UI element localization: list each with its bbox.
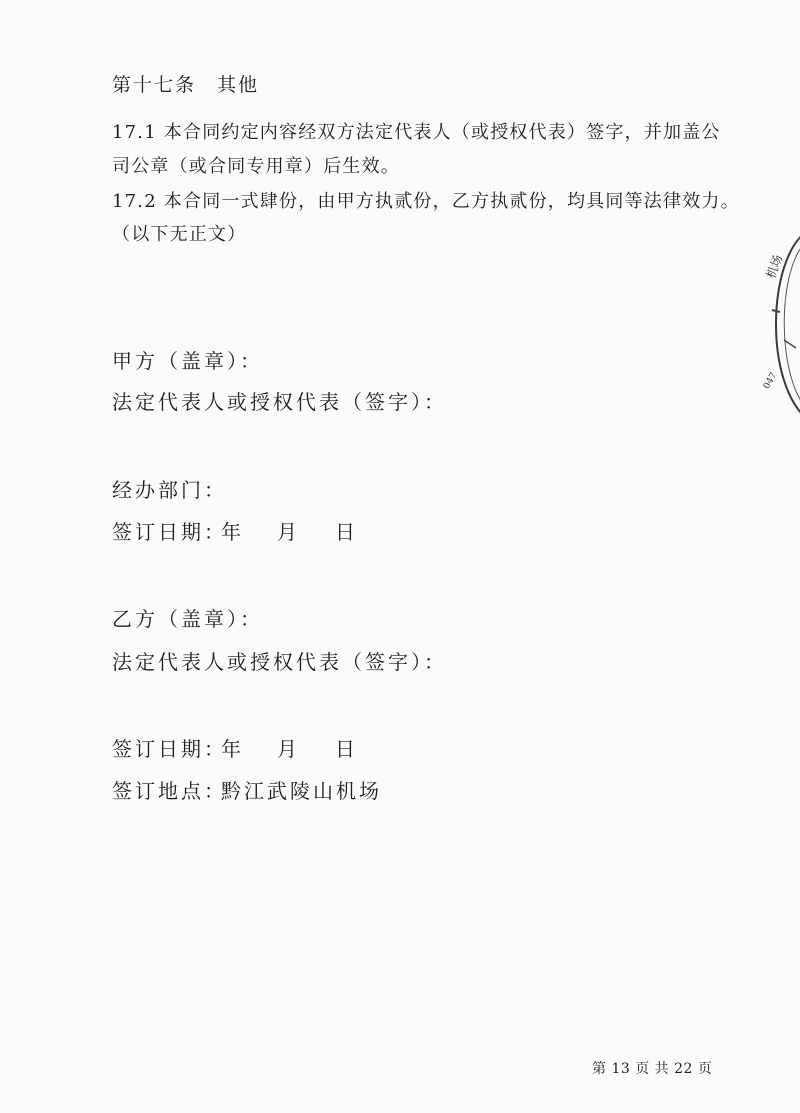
party-b-place-label: 签订地点： xyxy=(112,779,227,803)
party-a-date-year: 年 xyxy=(221,520,242,544)
seal-fragment-text-bottom: 047 xyxy=(761,371,780,391)
page-number: 第 13 页 共 22 页 xyxy=(592,1061,713,1077)
party-b-date-day: 日 xyxy=(335,737,356,761)
party-b-place-value: 黔江武陵山机场 xyxy=(221,779,382,803)
party-a-representative-label: 法定代表人或授权代表（签字）： xyxy=(112,390,447,414)
seal-fragment xyxy=(758,230,800,420)
party-a-date-month: 月 xyxy=(277,520,298,544)
party-b-date-month: 月 xyxy=(277,737,298,761)
party-a-date-day: 日 xyxy=(335,520,356,544)
party-a-department-label: 经办部门： xyxy=(112,478,227,502)
article-heading: 第十七条 其他 xyxy=(112,74,260,96)
party-b-date-label: 签订日期： xyxy=(112,737,227,761)
party-b-date-year: 年 xyxy=(221,737,242,761)
clause-17-1-line-1: 17.1 本合同约定内容经双方法定代表人（或授权代表）签字，并加盖公 xyxy=(112,122,721,143)
party-b-seal-label: 乙方（盖章）： xyxy=(112,607,263,631)
clause-17-2: 17.2 本合同一式肆份，由甲方执贰份，乙方执贰份，均具同等法律效力。 xyxy=(112,191,740,212)
end-of-text-note: （以下无正文） xyxy=(112,224,247,245)
clause-17-1-line-2: 司公章（或合同专用章）后生效。 xyxy=(112,156,400,177)
seal-fragment-text-top: 机场 xyxy=(763,252,786,281)
party-a-seal-label: 甲方（盖章）： xyxy=(112,349,263,373)
party-a-date-label: 签订日期： xyxy=(112,520,227,544)
party-b-representative-label: 法定代表人或授权代表（签字）： xyxy=(112,650,447,674)
